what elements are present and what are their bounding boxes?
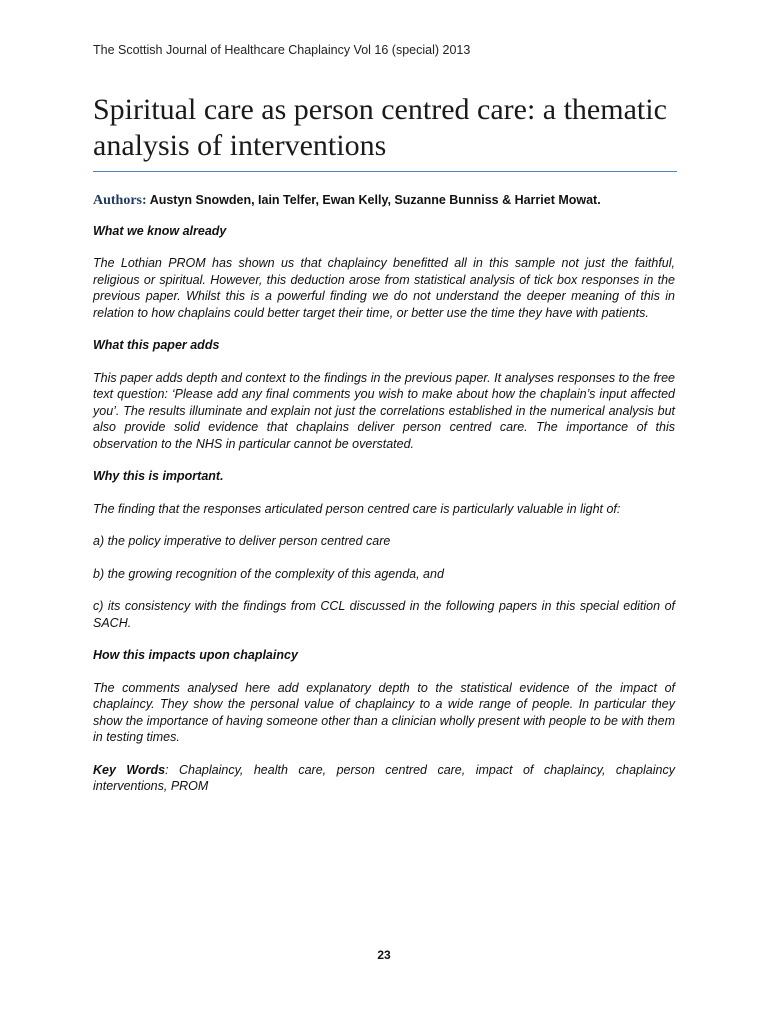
list-item-a: a) the policy imperative to deliver person centred care: [93, 534, 391, 548]
heading-impacts: How this impacts upon chaplaincy: [93, 648, 298, 662]
paper-body: [93, 192, 675, 811]
list-item-b: b) the growing recognition of the complexity of this agenda, and: [93, 566, 444, 581]
keywords-line: [93, 762, 675, 795]
paper-title: Spiritual care as person centred care: a thematic analysis of interventions: [93, 93, 667, 162]
heading-why-important: Why this is important.: [93, 469, 224, 483]
authors-names: Austyn Snowden, Iain Telfer, Ewan Kelly, Suzanne Bunniss & Harriet Mowat.: [149, 193, 601, 207]
heading-what-this-paper-adds: What this paper adds: [93, 338, 220, 352]
list-item-c: c) its consistency with the findings from CCL discussed in the following papers in this special edition of SACH.: [93, 599, 675, 630]
heading-what-we-know: What we know already: [93, 223, 227, 238]
paragraph-impacts: The comments analysed here add explanatory depth to the statistical evidence of the impact of chaplaincy. They show the personal value of chaplaincy to a wide range of people. In particular they show the importance of having someone other than a clinician wholly present with people to be with them in testing times.: [93, 680, 675, 744]
paragraph-what-this-paper-adds: This paper adds depth and context to the findings in the previous paper. It analyses responses to the free text question: ‘Please add any final comments you wish to make about how the chaplain’s input affected you’. The results illuminate and explain not just the correlations established in the numerical analysis but also provide solid evidence that chaplains deliver person centred care. The importance of this observation to the NHS in particular cannot be overstated.: [93, 370, 675, 451]
paragraph-why-important-intro: The finding that the responses articulated person centred care is particularly valuable in light of:: [93, 501, 621, 516]
paragraph-what-we-know: The Lothian PROM has shown us that chaplaincy benefitted all in this sample not just the faithful, religious or spiritual. However, this deduction arose from statistical analysis of tick box responses in the previous paper. Whilst this is a powerful finding we do not understand the deeper meaning of this in relation to how chaplains could better target their time, or better use the time they have with patients.: [93, 256, 675, 320]
authors-label: Authors:: [93, 193, 147, 208]
keywords-label: Key Words: [93, 762, 166, 777]
page-number: 23: [377, 948, 391, 962]
keywords-text: : Chaplaincy, health care, person centred care, impact of chaplaincy, chaplaincy interventions, PROM: [93, 762, 675, 793]
journal-header: The Scottish Journal of Healthcare Chaplaincy Vol 16 (special) 2013: [93, 43, 471, 57]
title-divider: [93, 171, 677, 172]
authors-line: [93, 192, 675, 210]
